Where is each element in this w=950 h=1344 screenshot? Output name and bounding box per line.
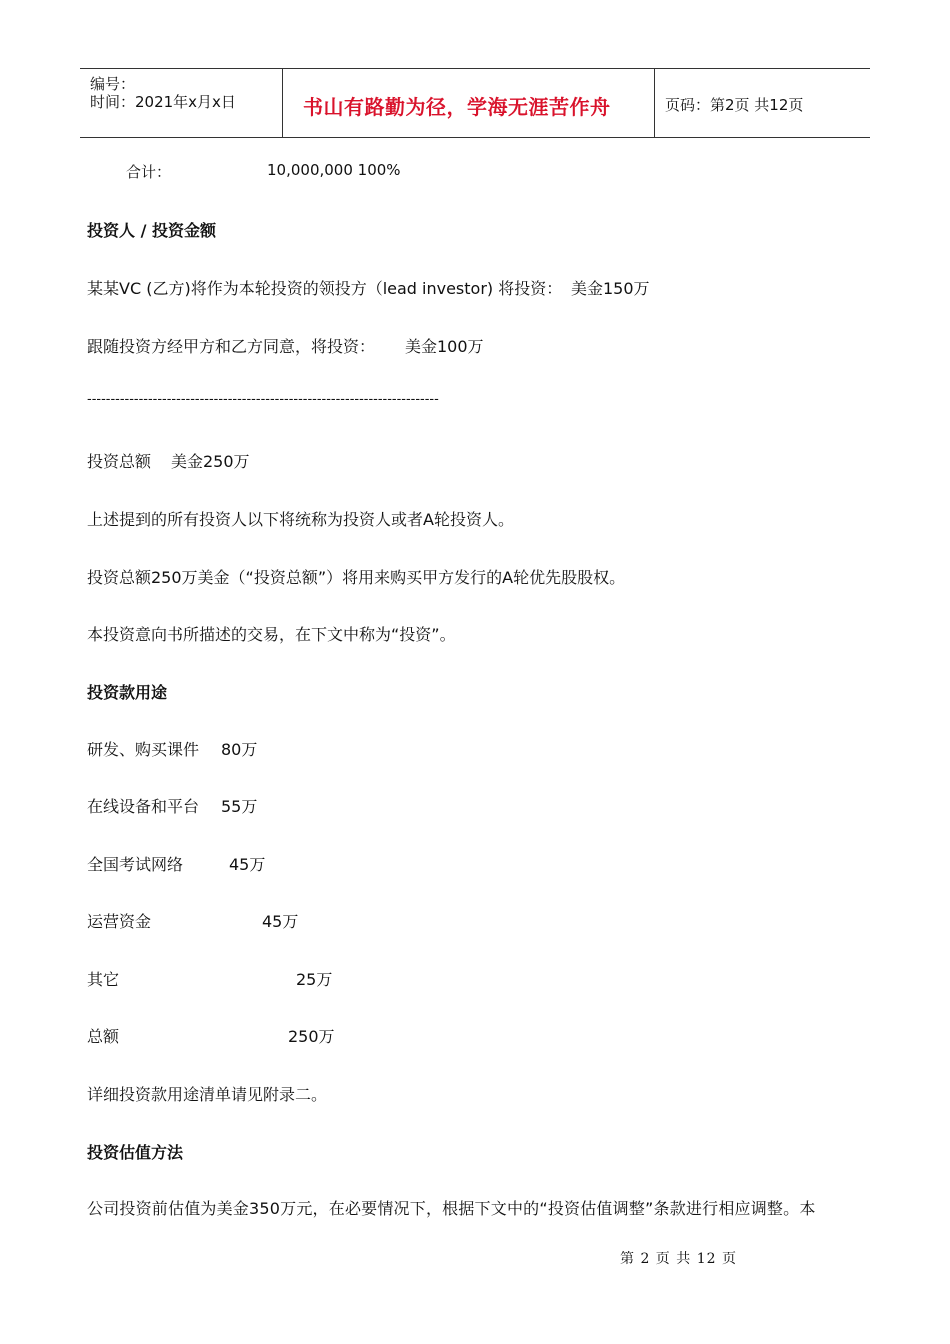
fund-item-label: 全国考试网络: [87, 855, 184, 874]
fund-item-label: 其它: [87, 970, 120, 989]
header-left-cell: [80, 69, 283, 137]
heading-valuation: 投资估值方法: [87, 1143, 184, 1162]
header-motto: 书山有路勤为径，学海无涯苦作舟: [303, 95, 611, 119]
fund-item-label: 研发、购买课件: [87, 740, 200, 759]
heading-investors: 投资人 / 投资金额: [87, 221, 216, 240]
fund-item-label: 总额: [87, 1027, 120, 1046]
fund-item-amount: 25万: [296, 970, 333, 989]
header-right-cell: [655, 69, 870, 137]
page-footer: 第 2 页 共 12 页: [620, 1251, 737, 1267]
investment-total-amount: 美金250万: [171, 452, 250, 471]
heading-use-of-funds: 投资款用途: [87, 683, 168, 702]
fund-item-amount: 55万: [221, 797, 258, 816]
fund-item-amount: 250万: [288, 1027, 335, 1046]
fund-item-amount: 45万: [262, 912, 299, 931]
lead-investor-amount: 美金150万: [571, 279, 650, 298]
lead-investor-text: 某某VC (乙方)将作为本轮投资的领投方（lead investor) 将投资：: [87, 279, 563, 298]
header-page-info: 页码：第2页 共12页: [665, 96, 804, 114]
investment-total-label: 投资总额: [87, 452, 152, 471]
document-header: [80, 68, 870, 138]
fund-item-label: 运营资金: [87, 912, 152, 931]
follow-investor-text: 跟随投资方经甲方和乙方同意，将投资：: [87, 337, 376, 356]
fund-item-amount: 80万: [221, 740, 258, 759]
header-middle-cell: [283, 69, 655, 137]
document-number-label: 编号：: [90, 75, 136, 93]
investors-definition-paragraph: 上述提到的所有投资人以下将统称为投资人或者A轮投资人。: [87, 510, 514, 529]
separator-line: ---------------------------------------------------------------------------: [87, 392, 439, 407]
valuation-paragraph: 公司投资前估值为美金350万元，在必要情况下，根据下文中的“投资估值调整”条款进行相应调整。本: [87, 1199, 816, 1218]
fund-item-label: 在线设备和平台: [87, 797, 200, 816]
document-date: 时间：2021年x月x日: [90, 93, 236, 111]
total-value: 10,000,000 100%: [267, 161, 401, 179]
use-of-funds-note: 详细投资款用途清单请见附录二。: [87, 1085, 328, 1104]
follow-investor-amount: 美金100万: [405, 337, 484, 356]
transaction-definition-paragraph: 本投资意向书所描述的交易，在下文中称为“投资”。: [87, 625, 456, 644]
investment-purpose-paragraph: 投资总额250万美金（“投资总额”）将用来购买甲方发行的A轮优先股股权。: [87, 568, 626, 587]
fund-item-amount: 45万: [229, 855, 266, 874]
total-label: 合计：: [126, 163, 172, 181]
